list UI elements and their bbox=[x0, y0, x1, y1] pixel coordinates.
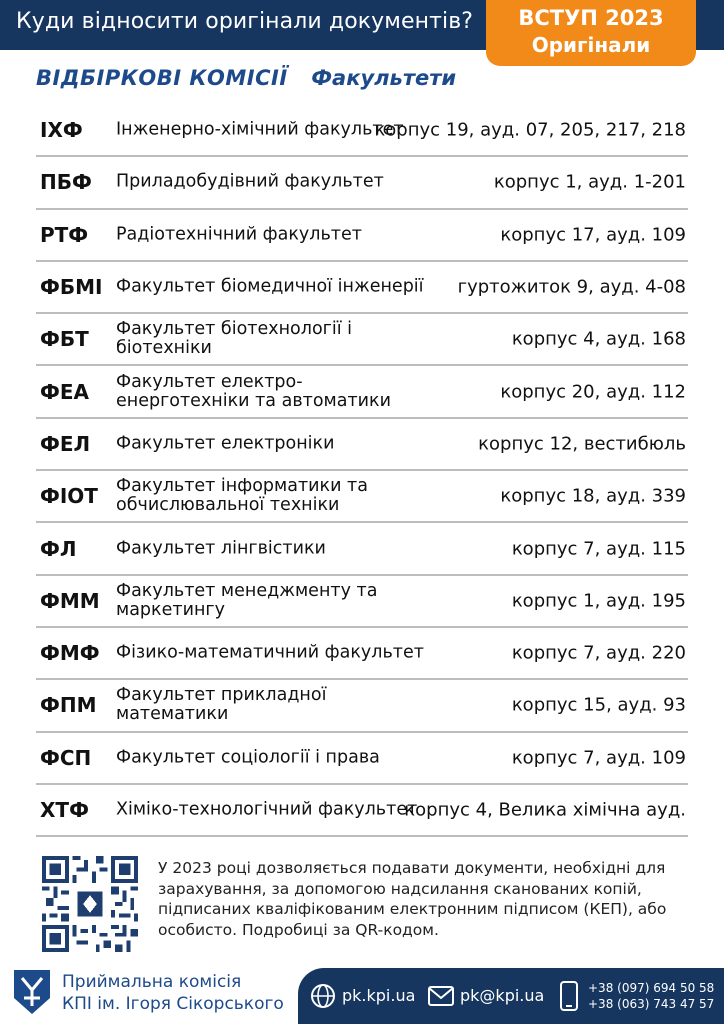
faculty-location: корпус 7, ауд. 109 bbox=[511, 747, 686, 769]
faculty-abbr: ФМФ bbox=[40, 641, 100, 666]
kpi-logo bbox=[12, 968, 52, 1016]
faculty-row bbox=[36, 366, 688, 418]
faculty-row bbox=[36, 680, 688, 732]
section-heading-main: ВІДБІРКОВІ КОМІСІЇ bbox=[36, 66, 288, 90]
footer-org-line2: КПІ ім. Ігоря Сікорського bbox=[62, 994, 284, 1014]
faculty-location: корпус 1, ауд. 1-201 bbox=[493, 171, 686, 193]
phone-1[interactable]: +38 (097) 694 50 58 bbox=[588, 981, 715, 995]
faculty-location: корпус 17, ауд. 109 bbox=[500, 224, 686, 246]
faculty-name: Хіміко-технологічний факультет bbox=[116, 799, 418, 820]
faculty-row bbox=[36, 210, 688, 262]
faculty-row bbox=[36, 419, 688, 471]
faculty-row bbox=[36, 157, 688, 209]
faculty-name: Факультет електроніки bbox=[116, 433, 335, 454]
faculty-row bbox=[36, 785, 688, 837]
faculty-name: Факультет електро- енерготехніки та автоматики bbox=[116, 371, 391, 411]
faculty-location: корпус 4, ауд. 168 bbox=[511, 328, 686, 350]
faculty-name: Радіотехнічний факультет bbox=[116, 224, 362, 245]
section-heading-sub: Факультети bbox=[311, 66, 457, 90]
faculty-name: Факультет менеджменту та маркетингу bbox=[116, 580, 378, 620]
faculty-abbr: ФПМ bbox=[40, 693, 97, 718]
phone-icon bbox=[560, 981, 578, 1011]
footer-contact-bar bbox=[298, 968, 724, 1024]
faculty-abbr: РТФ bbox=[40, 222, 89, 247]
page-title: Куди відносити оригінали документів? bbox=[16, 9, 474, 34]
faculty-location: корпус 12, вестибюль bbox=[478, 433, 686, 455]
faculty-abbr: ХТФ bbox=[40, 798, 89, 822]
section-heading bbox=[36, 66, 456, 90]
faculty-row bbox=[36, 523, 688, 575]
faculty-abbr: ФБТ bbox=[40, 327, 89, 352]
faculty-abbr: ФЛ bbox=[40, 536, 77, 561]
footer-org bbox=[62, 971, 284, 1015]
faculty-row bbox=[36, 471, 688, 523]
website-link[interactable]: pk.kpi.ua bbox=[342, 986, 416, 1005]
faculty-name: Факультет біомедичної інженерії bbox=[116, 276, 424, 297]
faculty-row bbox=[36, 733, 688, 785]
phone-2[interactable]: +38 (063) 743 47 57 bbox=[588, 997, 715, 1011]
faculty-row bbox=[36, 105, 688, 157]
faculty-row bbox=[36, 576, 688, 628]
phone-numbers[interactable] bbox=[588, 980, 714, 1012]
faculty-abbr: ІХФ bbox=[40, 118, 83, 143]
faculty-location: корпус 4, Велика хімічна ауд. bbox=[404, 799, 686, 821]
faculty-location: корпус 7, ауд. 220 bbox=[511, 642, 686, 664]
faculty-abbr: ФСП bbox=[40, 745, 92, 770]
admission-badge bbox=[486, 0, 696, 66]
faculty-table bbox=[36, 105, 688, 837]
mail-icon bbox=[428, 986, 454, 1006]
faculty-location: корпус 15, ауд. 93 bbox=[511, 694, 686, 716]
faculty-name: Факультет соціології і права bbox=[116, 747, 380, 768]
faculty-location: корпус 7, ауд. 115 bbox=[511, 538, 686, 560]
faculty-abbr: ФБМІ bbox=[40, 275, 103, 300]
faculty-name: Інженерно-хімічний факультет bbox=[116, 119, 404, 140]
faculty-location: гуртожиток 9, ауд. 4-08 bbox=[457, 276, 686, 298]
info-text: У 2023 році дозволяється подавати документи, необхідні для зарахування, за допомогою надсилання сканованих копій, підписаних кваліфікованим електронним підписом (КЕП), або особисто. Подробиці за QR-кодом. bbox=[158, 859, 667, 939]
faculty-location: корпус 19, ауд. 07, 205, 217, 218 bbox=[374, 119, 686, 141]
faculty-row bbox=[36, 628, 688, 680]
faculty-abbr: ФІОТ bbox=[40, 484, 98, 509]
qr-code[interactable] bbox=[42, 856, 138, 952]
faculty-abbr: ФЕЛ bbox=[40, 431, 91, 456]
faculty-abbr: ПБФ bbox=[40, 170, 92, 195]
badge-label: Оригінали bbox=[531, 33, 651, 57]
email-link[interactable]: pk@kpi.ua bbox=[460, 986, 545, 1005]
faculty-name: Факультет інформатики та обчислювальної техніки bbox=[116, 476, 368, 516]
faculty-location: корпус 1, ауд. 195 bbox=[511, 590, 686, 612]
faculty-location: корпус 18, ауд. 339 bbox=[500, 485, 686, 507]
faculty-name: Факультет лінгвістики bbox=[116, 538, 326, 559]
faculty-location: корпус 20, ауд. 112 bbox=[500, 381, 686, 403]
footer-org-line1: Приймальна комісія bbox=[62, 972, 242, 992]
faculty-row bbox=[36, 262, 688, 314]
faculty-row bbox=[36, 314, 688, 366]
faculty-abbr: ФММ bbox=[40, 588, 100, 613]
globe-icon bbox=[310, 983, 336, 1009]
faculty-name: Факультет прикладної математики bbox=[116, 685, 327, 725]
faculty-abbr: ФЕА bbox=[40, 379, 89, 404]
faculty-name: Фізико-математичний факультет bbox=[116, 642, 424, 663]
faculty-name: Приладобудівний факультет bbox=[116, 171, 384, 192]
faculty-name: Факультет біотехнології і біотехніки bbox=[116, 319, 352, 359]
badge-year: ВСТУП 2023 bbox=[518, 6, 664, 30]
